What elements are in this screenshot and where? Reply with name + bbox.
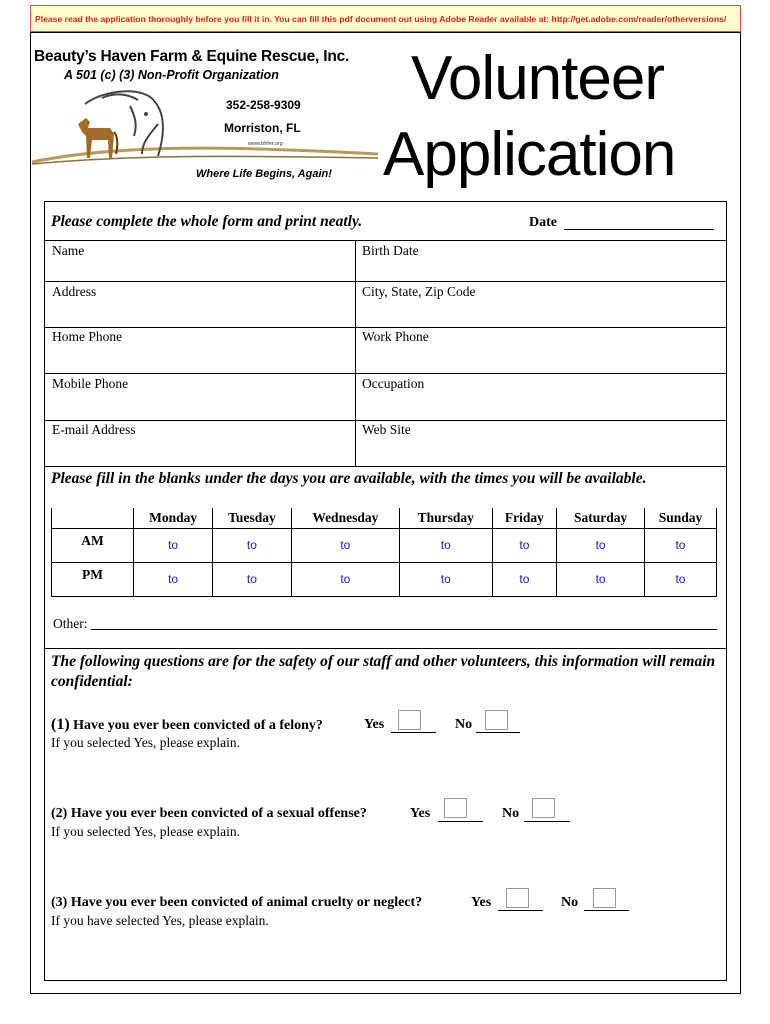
am-row-label: AM — [52, 528, 134, 562]
am-time-slot[interactable]: to — [213, 528, 291, 562]
underline — [476, 732, 520, 733]
am-time-slot[interactable]: to — [644, 528, 716, 562]
q2-yes-checkbox[interactable] — [444, 798, 467, 818]
divider — [44, 373, 727, 374]
question-1-text: Have you ever been convicted of a felony? — [73, 718, 323, 733]
question-2 — [51, 806, 367, 822]
divider — [44, 240, 727, 241]
day-header: Wednesday — [291, 508, 399, 528]
occupation-field[interactable]: Occupation — [362, 376, 425, 391]
org-name: Beauty’s Haven Farm & Equine Rescue, Inc. — [34, 48, 350, 65]
org-tagline: Where Life Begins, Again! — [196, 168, 332, 180]
horse-logo-icon — [30, 84, 380, 174]
pm-time-slot[interactable]: to — [492, 562, 557, 596]
adobe-reader-notice: Please read the application thoroughly before you fill it in. You can fill this pdf document out using Adobe Reader available at: http://get.adobe.com/reader/otherversions/ — [30, 5, 741, 32]
q1-no-checkbox[interactable] — [485, 710, 508, 730]
pm-time-slot[interactable]: to — [213, 562, 291, 596]
am-time-slot[interactable]: to — [557, 528, 645, 562]
other-label: Other: — [53, 616, 88, 631]
question-3-number: (3) — [51, 895, 68, 910]
divider — [44, 648, 727, 649]
date-label: Date — [529, 215, 557, 230]
q3-yes-checkbox[interactable] — [506, 888, 529, 908]
birth-date-field[interactable]: Birth Date — [362, 243, 419, 258]
pm-row-label: PM — [52, 562, 134, 596]
pm-time-slot[interactable]: to — [644, 562, 716, 596]
title-application: Application — [383, 120, 676, 189]
q1-yes-checkbox[interactable] — [398, 710, 421, 730]
org-subtitle: A 501 (c) (3) Non-Profit Organization — [64, 68, 279, 82]
question-2-explain: If you selected Yes, please explain. — [51, 824, 240, 839]
underline — [391, 732, 436, 733]
question-1 — [51, 716, 323, 734]
q3-no-label: No — [561, 895, 579, 910]
availability-instruction: Please fill in the blanks under the days you are available, with the times you will be available. — [51, 470, 647, 487]
underline — [438, 821, 483, 822]
title-volunteer: Volunteer — [411, 44, 664, 113]
form-instruction: Please complete the whole form and print neatly. — [51, 213, 363, 230]
pm-time-slot[interactable]: to — [134, 562, 213, 596]
q3-yes-label: Yes — [471, 895, 492, 910]
am-time-slot[interactable]: to — [492, 528, 557, 562]
address-field[interactable]: Address — [52, 284, 97, 299]
org-city: Morriston, FL — [224, 121, 301, 135]
other-field[interactable] — [91, 629, 717, 630]
pm-time-slot[interactable]: to — [557, 562, 645, 596]
q1-no-label: No — [455, 717, 473, 732]
safety-intro: The following questions are for the safety of our staff and other volunteers, this information will remain confidential: — [51, 653, 716, 690]
question-3 — [51, 895, 422, 911]
mobile-phone-field[interactable]: Mobile Phone — [52, 376, 129, 391]
home-phone-field[interactable]: Home Phone — [52, 329, 123, 344]
question-2-text: Have you ever been convicted of a sexual offense? — [70, 806, 367, 821]
day-header: Sunday — [644, 508, 716, 528]
underline — [524, 821, 570, 822]
question-3-text: Have you ever been convicted of animal cruelty or neglect? — [70, 895, 423, 910]
day-header: Monday — [134, 508, 213, 528]
name-field[interactable]: Name — [52, 243, 85, 258]
question-1-number: (1) — [51, 716, 70, 733]
question-2-number: (2) — [51, 806, 68, 821]
pm-time-slot[interactable]: to — [291, 562, 399, 596]
pm-time-slot[interactable]: to — [400, 562, 493, 596]
day-header: Saturday — [557, 508, 645, 528]
question-3-explain: If you have selected Yes, please explain. — [51, 913, 269, 928]
work-phone-field[interactable]: Work Phone — [362, 329, 429, 344]
divider — [44, 466, 727, 467]
web-site-field[interactable]: Web Site — [362, 422, 411, 437]
org-website: www.bhfer.org — [248, 141, 283, 147]
am-time-slot[interactable]: to — [134, 528, 213, 562]
day-header: Friday — [492, 508, 557, 528]
q3-no-checkbox[interactable] — [593, 888, 616, 908]
email-field[interactable]: E-mail Address — [52, 422, 136, 437]
underline — [498, 910, 543, 911]
divider — [44, 420, 727, 421]
divider — [44, 327, 727, 328]
q2-yes-label: Yes — [410, 806, 431, 821]
table-corner — [52, 508, 134, 528]
date-field[interactable] — [564, 229, 714, 230]
question-1-explain: If you selected Yes, please explain. — [51, 735, 240, 750]
day-header: Tuesday — [213, 508, 291, 528]
availability-table — [51, 508, 717, 597]
divider — [44, 281, 727, 282]
city-state-zip-field[interactable]: City, State, Zip Code — [362, 284, 476, 299]
q2-no-checkbox[interactable] — [532, 798, 555, 818]
org-phone: 352-258-9309 — [226, 98, 301, 112]
am-time-slot[interactable]: to — [291, 528, 399, 562]
q1-yes-label: Yes — [364, 717, 385, 732]
day-header: Thursday — [400, 508, 493, 528]
am-time-slot[interactable]: to — [400, 528, 493, 562]
column-divider — [355, 240, 356, 466]
q2-no-label: No — [502, 806, 520, 821]
underline — [584, 910, 629, 911]
